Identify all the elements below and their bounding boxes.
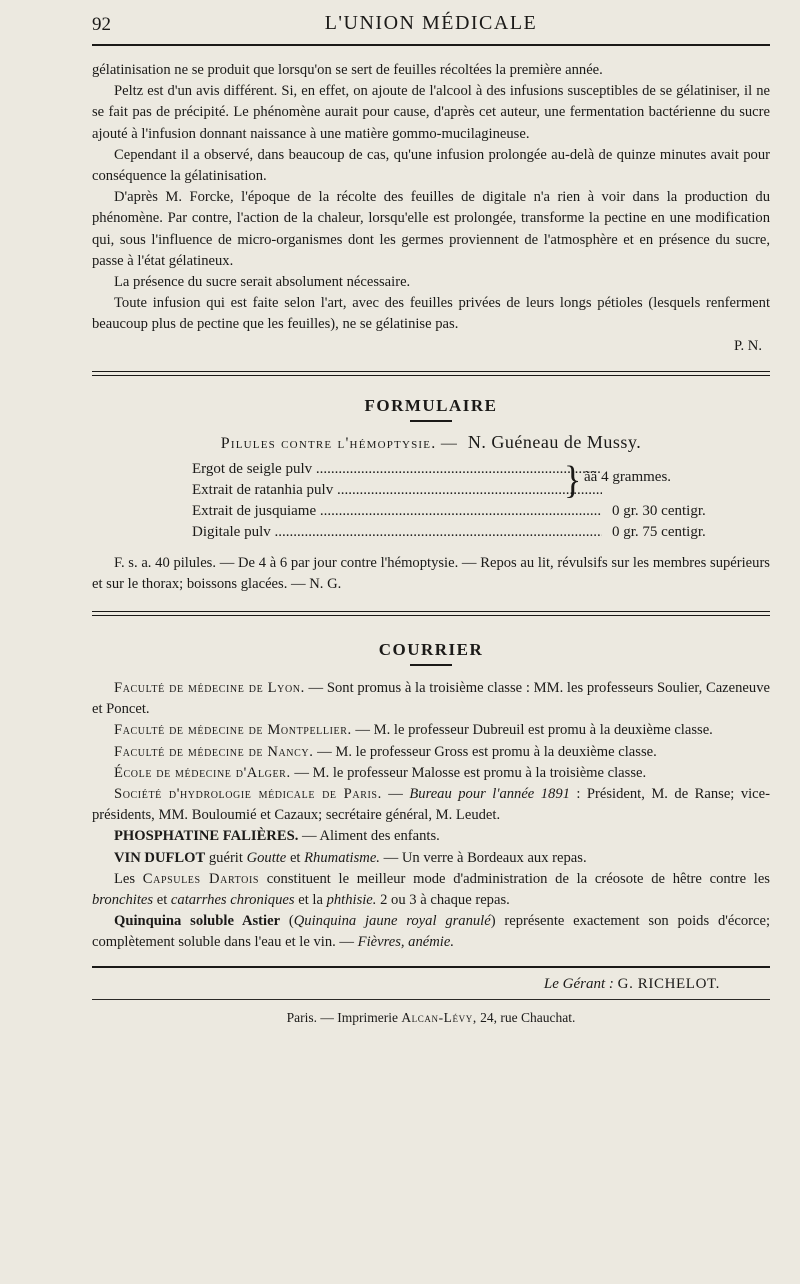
section-divider xyxy=(92,371,770,376)
ad-italic: Quinquina jaune royal granulé xyxy=(293,913,491,930)
ingredient-name: Digitale pulv ..... xyxy=(192,522,602,543)
item-text: — M. le professeur Gross est promu à la deuxième classe. xyxy=(313,743,657,760)
item-text: — M. le professeur Malosse est promu à la troisième classe. xyxy=(290,764,647,781)
footer-rule xyxy=(92,999,770,1000)
paragraph: D'après M. Forcke, l'époque de la récolte des feuilles de digitale n'a rien à voir dans la production du phénomène. Par contre, l'action de la chaleur, lorsqu'elle est prolongée, transforme la pectine en une modification qui, sous l'influence de micro-organismes dont les germes proviennent de l'atmosphère et en présence du sucre, passe à l'état gélatineux. xyxy=(92,189,770,269)
item-lead: Faculté de médecine de Montpellier. xyxy=(114,722,352,739)
item-text: : Président, M. de Ranse; vice-présidents, MM. Bouloumié et Cazaux; secrétaire général, M. Leudet. xyxy=(92,786,770,824)
ad-item xyxy=(92,848,770,869)
paragraph: Toute infusion qui est faite selon l'art, avec des feuilles privées de leurs longs pétioles (lesquels renferment beaucoup plus de pectine que les feuilles), ne se gélatinise pas. xyxy=(92,295,770,333)
printer-footer xyxy=(92,1010,770,1026)
ad-italic: phthisie. xyxy=(326,892,377,909)
item-text: — M. le professeur Dubreuil est promu à la deuxième classe. xyxy=(351,722,713,739)
item-lead: Société d'hydrologie médicale de Paris. xyxy=(114,786,382,803)
article-body xyxy=(92,60,770,336)
ad-italic: Rhumatisme. xyxy=(304,849,380,866)
paragraph: Peltz est d'un avis différent. Si, en effet, on ajoute de l'alcool à des infusions susceptibles de se gélatiniser, il ne se fait pas de précipité. Le phénomène aurait pour cause, d'après cet auteur, une fermentation bactérienne du sucre ajouté à l'infusion donnant naissance à une matière gommo-mucilagineuse. xyxy=(92,83,770,142)
article-signature: P. N. xyxy=(734,337,762,354)
ad-text: ) représente exactement son poids d'écorce; complètement soluble dans l'eau et le vin. — xyxy=(92,913,771,951)
ad-text: et xyxy=(286,849,305,866)
courrier-heading: COURRIER xyxy=(378,640,484,660)
ad-brand: Capsules Dartois xyxy=(142,870,260,887)
ingredient-qty: 0 gr. 75 centigr. xyxy=(612,523,706,540)
page-number: 92 xyxy=(92,14,111,35)
item-italic: Bureau pour l'année 1891 xyxy=(409,786,570,803)
recipe-sep: — xyxy=(440,434,458,452)
news-item xyxy=(92,678,770,720)
item-text: — Sont promus à la troisième classe : MM. les professeurs Soulier, Cazeneuve et Poncet. xyxy=(92,680,770,718)
paragraph: Cependant il a observé, dans beaucoup de cas, qu'une infusion prolongée au-delà de quinze minutes avait pour conséquence la gélatinisation. xyxy=(92,146,770,185)
page-header xyxy=(92,0,770,44)
ad-text: — Un verre à Bordeaux aux repas. xyxy=(379,849,587,866)
ad-italic: Fièvres, anémie. xyxy=(357,934,454,951)
ingredient-qty: 0 gr. 30 centigr. xyxy=(612,502,706,519)
recipe-author: N. Guéneau de Mussy. xyxy=(467,431,642,452)
ingredient-name: Ergot de seigle pulv ..... xyxy=(192,459,602,480)
ad-text: guérit xyxy=(205,849,247,866)
bottom-rule xyxy=(92,966,770,968)
section-divider xyxy=(92,611,770,616)
gerant-name: G. RICHELOT. xyxy=(617,975,720,992)
header-rule xyxy=(92,44,770,46)
ad-italic: Goutte xyxy=(246,849,287,866)
heading-rule xyxy=(410,664,452,666)
footer-text: — Imprimerie xyxy=(316,1009,402,1025)
recipe-name: Pilules contre l'hémoptysie. xyxy=(220,434,437,452)
recipe-title xyxy=(92,432,770,453)
ad-item xyxy=(92,869,770,911)
item-lead: Faculté de médecine de Lyon. xyxy=(114,680,305,697)
ad-brand: PHOSPHATINE FALIÈRES. xyxy=(114,828,299,845)
news-item xyxy=(92,763,770,784)
ingredient-list xyxy=(192,459,752,543)
recipe-note xyxy=(92,553,770,595)
running-title: L'UNION MÉDICALE xyxy=(324,12,538,34)
ad-text: constituent le meilleur mode d'administration de la créosote de hêtre contre les xyxy=(259,870,770,887)
news-item xyxy=(92,742,770,763)
news-item xyxy=(92,784,770,826)
ad-brand: VIN DUFLOT xyxy=(114,849,206,866)
ad-item xyxy=(92,911,770,953)
ad-text: — Aliment des enfants. xyxy=(298,828,440,845)
ad-italic: bronchites xyxy=(92,892,154,909)
ad-item xyxy=(92,826,770,847)
news-item xyxy=(92,720,770,741)
footer-printer: Alcan-Lévy, xyxy=(401,1009,477,1025)
heading-rule xyxy=(410,420,452,422)
ad-italic: catarrhes chroniques xyxy=(170,892,295,909)
formulaire-heading: FORMULAIRE xyxy=(364,395,498,415)
gerant-label: Le Gérant : xyxy=(543,975,614,992)
footer-city: Paris. xyxy=(286,1009,317,1025)
ad-text: et xyxy=(153,892,171,909)
paragraph: gélatinisation ne se produit que lorsqu'on se sert de feuilles récoltées la première année. xyxy=(92,62,603,78)
ingredient-row xyxy=(192,501,752,522)
footer-address: 24, rue Chauchat. xyxy=(476,1009,576,1025)
ingredient-row xyxy=(192,522,752,543)
brace-glyph: } xyxy=(564,457,582,502)
ad-text: et la xyxy=(294,892,327,909)
item-lead: Faculté de médecine de Nancy. xyxy=(114,743,314,760)
ingredient-name: Extrait de jusquiame ..... xyxy=(192,501,602,522)
brace-qty: ãã 4 grammes. xyxy=(584,468,672,485)
item-lead: École de médecine d'Alger. xyxy=(114,764,291,781)
ad-text: Les xyxy=(114,870,143,887)
paragraph: F. s. a. 40 pilules. — De 4 à 6 par jour contre l'hémoptysie. — Repos au lit, révulsifs sur les membres supérieurs et sur le thorax; boissons glacées. — N. G. xyxy=(92,554,770,592)
ad-text: ( xyxy=(280,913,294,930)
ad-text: 2 ou 3 à chaque repas. xyxy=(376,892,510,909)
paragraph: La présence du sucre serait absolument nécessaire. xyxy=(114,274,411,291)
courrier-body xyxy=(92,678,770,954)
ad-brand: Quinquina soluble Astier xyxy=(114,913,281,930)
gerant-line xyxy=(92,976,770,993)
ingredient-name: Extrait de ratanhia pulv ..... xyxy=(192,480,602,501)
item-text: — xyxy=(381,786,410,803)
